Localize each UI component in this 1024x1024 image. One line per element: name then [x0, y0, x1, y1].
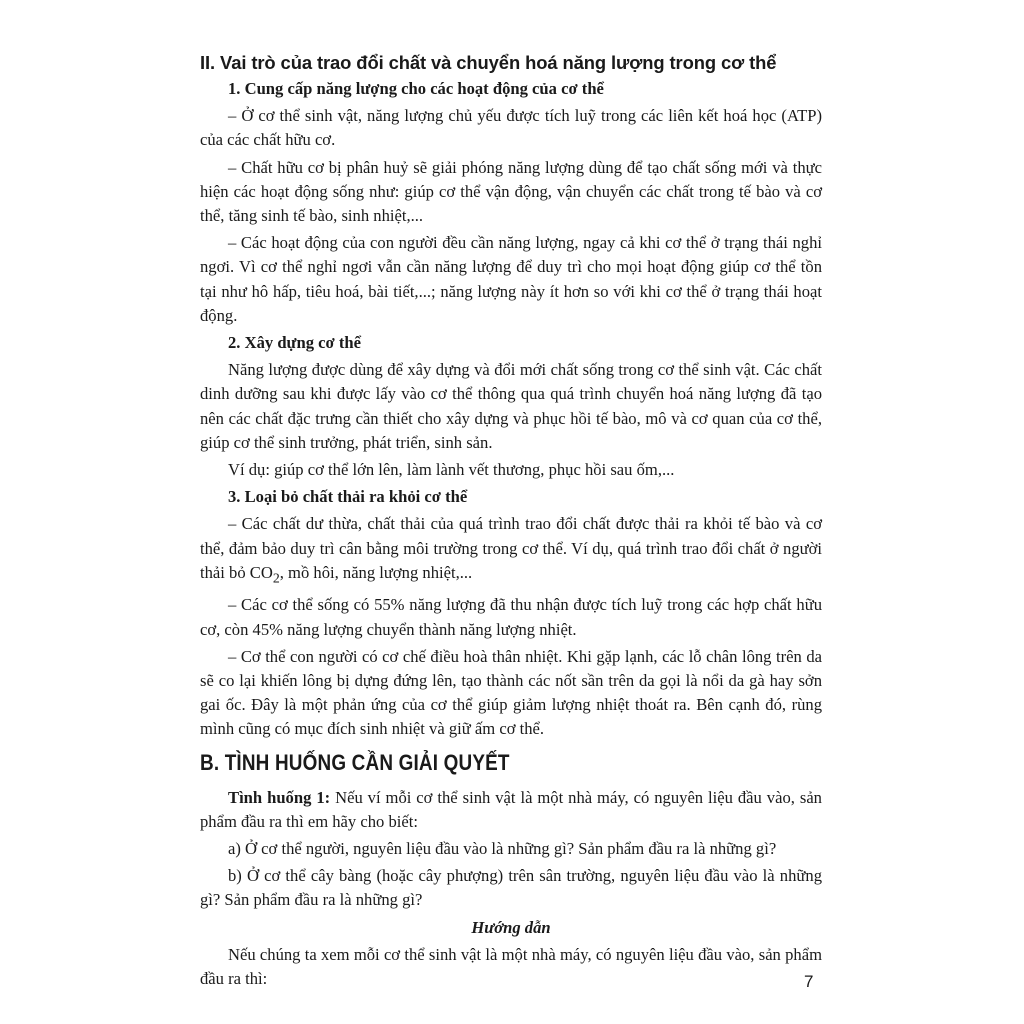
- section-ii-title: II. Vai trò của trao đổi chất và chuyển hoá năng lượng trong cơ thể: [200, 52, 777, 73]
- paragraph: [200, 512, 822, 590]
- paragraph: – Cơ thể con người có cơ chế điều hoà thân nhiệt. Khi gặp lạnh, các lỗ chân lông trên da sẽ co lại khiến lông bị dựng đứng lên, tạo thành các nốt sần trên da gọi là nổi da gà hay sởn gai ốc. Đây là một phản ứng của cơ thể giúp giảm lượng nhiệt thoát ra. Bên cạnh đó, rùng mình cũng có mục đích sinh nhiệt và giữ ấm cơ thể.: [200, 646, 822, 739]
- question-b: b) Ở cơ thể cây bàng (hoặc cây phượng) trên sân trường, nguyên liệu đầu vào là những gì? Sản phẩm đầu ra là những gì?: [200, 866, 822, 910]
- situation-label: Tình huống 1:: [228, 787, 331, 807]
- paragraph: – Chất hữu cơ bị phân huỷ sẽ giải phóng năng lượng dùng để tạo chất sống mới và thực hiện các hoạt động sống như: giúp cơ thể vận động, vận chuyển các chất trong tế bào và cơ thể, tăng sinh tế bào, sinh nhiệt,...: [200, 157, 822, 226]
- question-a: a) Ở cơ thể người, nguyên liệu đầu vào là những gì? Sản phẩm đầu ra là những gì?: [228, 839, 777, 858]
- subsection-3-title: 3. Loại bỏ chất thải ra khỏi cơ thể: [228, 487, 468, 507]
- paragraph: – Các hoạt động của con người đều cần năng lượng, ngay cả khi cơ thể ở trạng thái nghỉ ngơi. Vì cơ thể nghỉ ngơi vẫn cần năng lượng để duy trì cho mọi hoạt động giúp cơ thể tồn tại như hô hấp, tiêu hoá, bài tiết,...; năng lượng này ít hơn so với khi cơ thể ở trạng thái hoạt động.: [200, 233, 822, 325]
- paragraph: – Ở cơ thể sinh vật, năng lượng chủ yếu được tích luỹ trong các liên kết hoá học (ATP) của các chất hữu cơ.: [200, 106, 822, 150]
- guide-title: Hướng dẫn: [471, 917, 551, 937]
- section-b-title: B. TÌNH HUỐNG CẦN GIẢI QUYẾT: [200, 749, 510, 775]
- subsection-2-title: 2. Xây dựng cơ thể: [228, 333, 362, 353]
- situation-paragraph: [200, 786, 822, 834]
- subscript-2: 2: [272, 570, 280, 586]
- paragraph-text: , mồ hôi, năng lượng nhiệt,...: [279, 562, 473, 582]
- paragraph: – Các cơ thể sống có 55% năng lượng đã thu nhận được tích luỹ trong các hợp chất hữu cơ, còn 45% năng lượng chuyển thành năng lượng nhiệt.: [200, 595, 822, 639]
- paragraph: Ví dụ: giúp cơ thể lớn lên, làm lành vết thương, phục hồi sau ốm,...: [228, 460, 675, 480]
- page-number: 7: [804, 972, 814, 991]
- paragraph-text: – Các chất dư thừa, chất thải của quá trình trao đổi chất được thải ra khỏi tế bào và cơ thể, đảm bảo duy trì cân bằng môi trường trong cơ thể. Ví dụ, quá trình trao đổi chất ở người thải bỏ CO: [200, 514, 822, 582]
- subsection-1-title: 1. Cung cấp năng lượng cho các hoạt động của cơ thể: [228, 79, 604, 98]
- situation-text: Nếu ví mỗi cơ thể sinh vật là một nhà máy, có nguyên liệu đầu vào, sản phẩm đầu ra thì em hãy cho biết:: [200, 787, 822, 831]
- page-content: [200, 46, 822, 994]
- paragraph: Năng lượng được dùng để xây dựng và đổi mới chất sống trong cơ thể sinh vật. Các chất dinh dưỡng sau khi được lấy vào cơ thể thông qua quá trình chuyển hoá năng lượng đã tạo nên các chất đặc trưng cần thiết cho xây dựng và phục hồi tế bào, mô và cơ quan của cơ thể, giúp cơ thể sinh trưởng, phát triển, sinh sản.: [200, 360, 822, 452]
- guide-text: Nếu chúng ta xem mỗi cơ thể sinh vật là một nhà máy, có nguyên liệu đầu vào, sản phẩm đầu ra thì:: [200, 944, 822, 989]
